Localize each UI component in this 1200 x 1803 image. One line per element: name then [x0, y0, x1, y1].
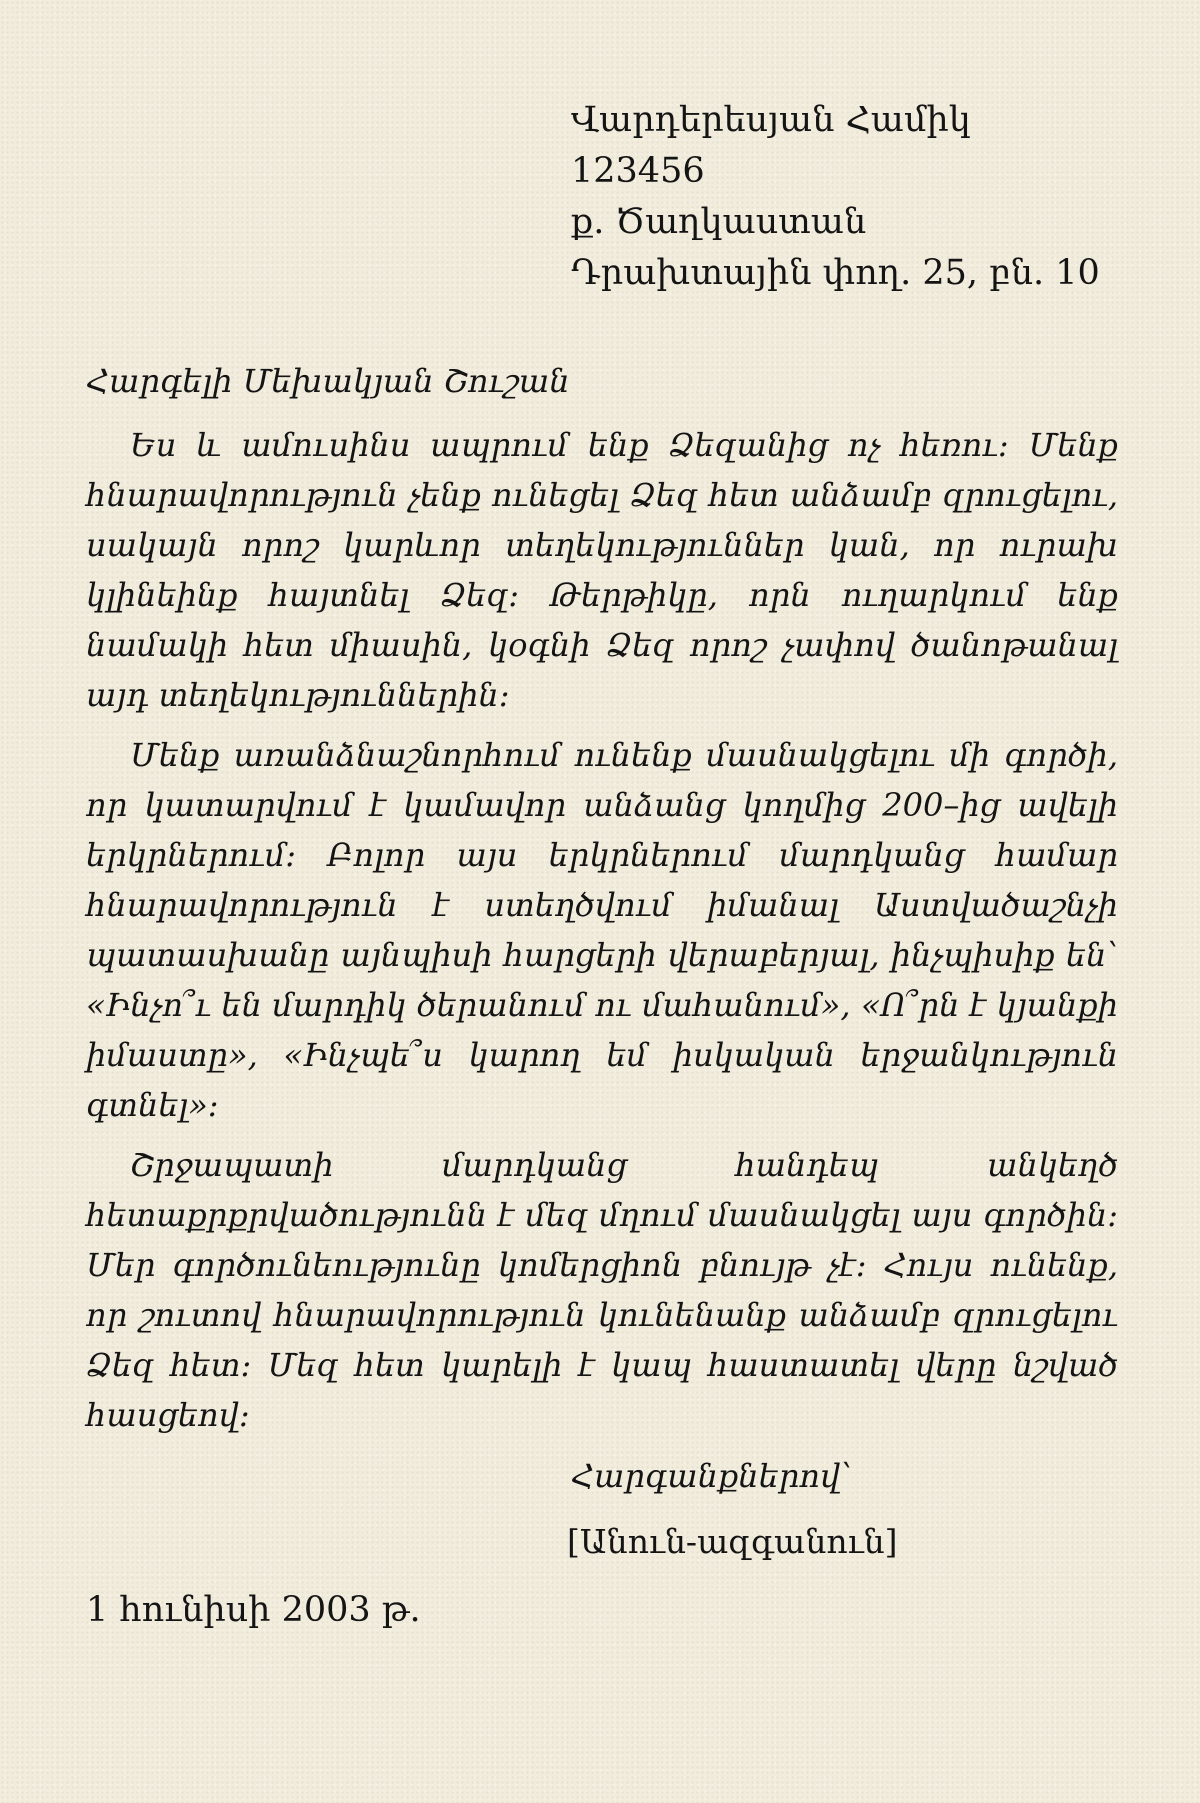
- closing: Հարգանքներով՝: [571, 1457, 852, 1495]
- sender-city: ք. Ծաղկաստան: [571, 202, 867, 242]
- body-paragraph-1: Ես և ամուսինս ապրում ենք Ձեզանից ոչ հեռու: Մենք հնարավորություն չենք ունեցել Ձեզ հետ անձամբ զրուցելու, սակայն որոշ կարևոր տեղեկություններ կան, որ ուրախ կլինեինք հայտնել Ձեզ: Թերթիկը, որն ուղարկում ենք նամակի հետ միասին, կօգնի Ձեզ որոշ չափով ծանոթանալ այդ տեղեկություններին:: [86, 426, 1118, 714]
- sender-postal-code: 123456: [571, 151, 705, 191]
- body-paragraph-3: Շրջապատի մարդկանց հանդեպ անկեղծ հետաքրքրվածությունն է մեզ մղում մասնակցել այս գործին: Մեր գործունեությունը կոմերցիոն բնույթ չէ: Հույս ունենք, որ շուտով հնարավորություն կունենանք անձամբ զրուցելու Ձեզ հետ: Մեզ հետ կարելի է կապ հաստատել վերը նշված հասցեով:: [86, 1146, 1118, 1434]
- body-paragraph-2: Մենք առանձնաշնորհում ունենք մասնակցելու մի գործի, որ կատարվում է կամավոր անձանց կողմից 200–ից ավելի երկրներում: Բոլոր այս երկրներում մարդկանց համար հնարավորություն է ստեղծվում իմանալ Աստվածաշնչի պատասխանը այնպիսի հարցերի վերաբերյալ, ինչպիսիք են՝ «Ինչո՞ւ են մարդիկ ծերանում ու մահանում», «Ո՞րն է կյանքի իմաստը», «Ինչպե՞ս կարող եմ իսկական երջանկություն գտնել»:: [86, 736, 1118, 1124]
- sender-name: Վարդերեսյան Համիկ: [571, 100, 971, 140]
- sender-address-block: [571, 95, 1100, 299]
- letter-body: [86, 420, 1118, 1450]
- letter-date: 1 հունիսի 2003 թ.: [86, 1590, 421, 1630]
- sender-street: Դրախտային փող. 25, բն. 10: [571, 253, 1100, 293]
- signature-placeholder: [Անուն-ազգանուն]: [567, 1522, 898, 1561]
- salutation: Հարգելի Մեխակյան Շուշան: [86, 362, 570, 400]
